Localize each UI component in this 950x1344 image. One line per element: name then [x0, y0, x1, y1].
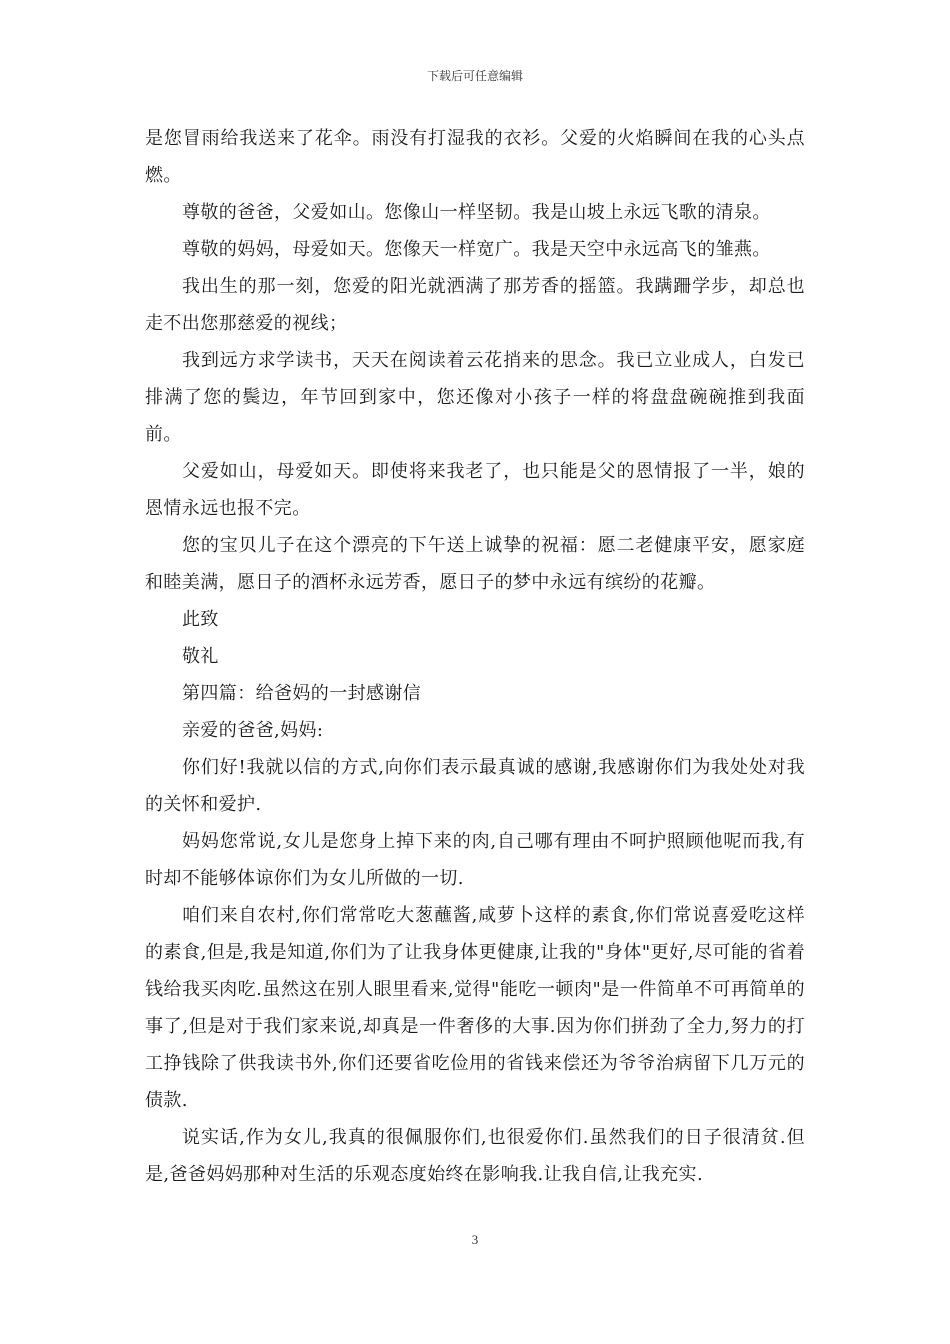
paragraph: 说实话,作为女儿,我真的很佩服你们,也很爱你们.虽然我们的日子很清贫.但是,爸爸妈妈那种对生活的乐观态度始终在影响我.让我自信,让我充实. [145, 1127, 805, 1185]
closing-salutation: 此致 [182, 609, 219, 630]
paragraph: 尊敬的妈妈，母爱如天。您像天一样宽广。我是天空中永远高飞的雏燕。 [182, 239, 771, 260]
paragraph: 咱们来自农村,你们常常吃大葱蘸酱,咸萝卜这样的素食,你们常说喜爱吃这样的素食,但是,我是知道,你们为了让我身体更健康,让我的"身体"更好,尽可能的省着钱给我买肉吃.虽然这在别人眼里看来,觉得"能吃一顿肉"是一件简单不可再简单的事了,但是对于我们家来说,却真是一件奢侈的大事.因为你们拼劲了全力,努力的打工挣钱除了供我读书外,你们还要省吃俭用的省钱来偿还为爷爷治病留下几万元的债款. [145, 905, 805, 1111]
closing-regards: 敬礼 [182, 646, 219, 667]
paragraph: 我出生的那一刻，您爱的阳光就洒满了那芳香的摇篮。我蹒跚学步，却总也走不出您那慈爱的视线； [145, 276, 805, 334]
paragraph: 父爱如山，母爱如天。即使将来我老了，也只能是父的恩情报了一半，娘的恩情永远也报不完。 [145, 461, 805, 519]
paragraph: 妈妈您常说,女儿是您身上掉下来的肉,自己哪有理由不呵护照顾他呢而我,有时却不能够体谅你们为女儿所做的一切. [145, 831, 805, 889]
page-header: 下载后可任意编辑 [426, 69, 523, 83]
letter-greeting: 亲爱的爸爸,妈妈: [182, 720, 324, 741]
section-heading: 第四篇：给爸妈的一封感谢信 [182, 683, 422, 704]
paragraph: 尊敬的爸爸，父爱如山。您像山一样坚韧。我是山坡上永远飞歌的清泉。 [182, 202, 771, 223]
paragraph: 我到远方求学读书，天天在阅读着云花捎来的思念。我已立业成人，白发已排满了您的鬓边，年节回到家中，您还像对小孩子一样的将盘盘碗碗推到我面前。 [145, 350, 805, 445]
paragraph: 您的宝贝儿子在这个漂亮的下午送上诚挚的祝福：愿二老健康平安，愿家庭和睦美满，愿日子的酒杯永远芳香，愿日子的梦中永远有缤纷的花瓣。 [145, 535, 805, 593]
paragraph: 你们好!我就以信的方式,向你们表示最真诚的感谢,我感谢你们为我处处对我的关怀和爱护. [145, 757, 805, 815]
paragraph: 是您冒雨给我送来了花伞。雨没有打湿我的衣衫。父爱的火焰瞬间在我的心头点燃。 [145, 128, 805, 186]
document-body [145, 120, 805, 1193]
page-number: 3 [471, 1232, 479, 1247]
